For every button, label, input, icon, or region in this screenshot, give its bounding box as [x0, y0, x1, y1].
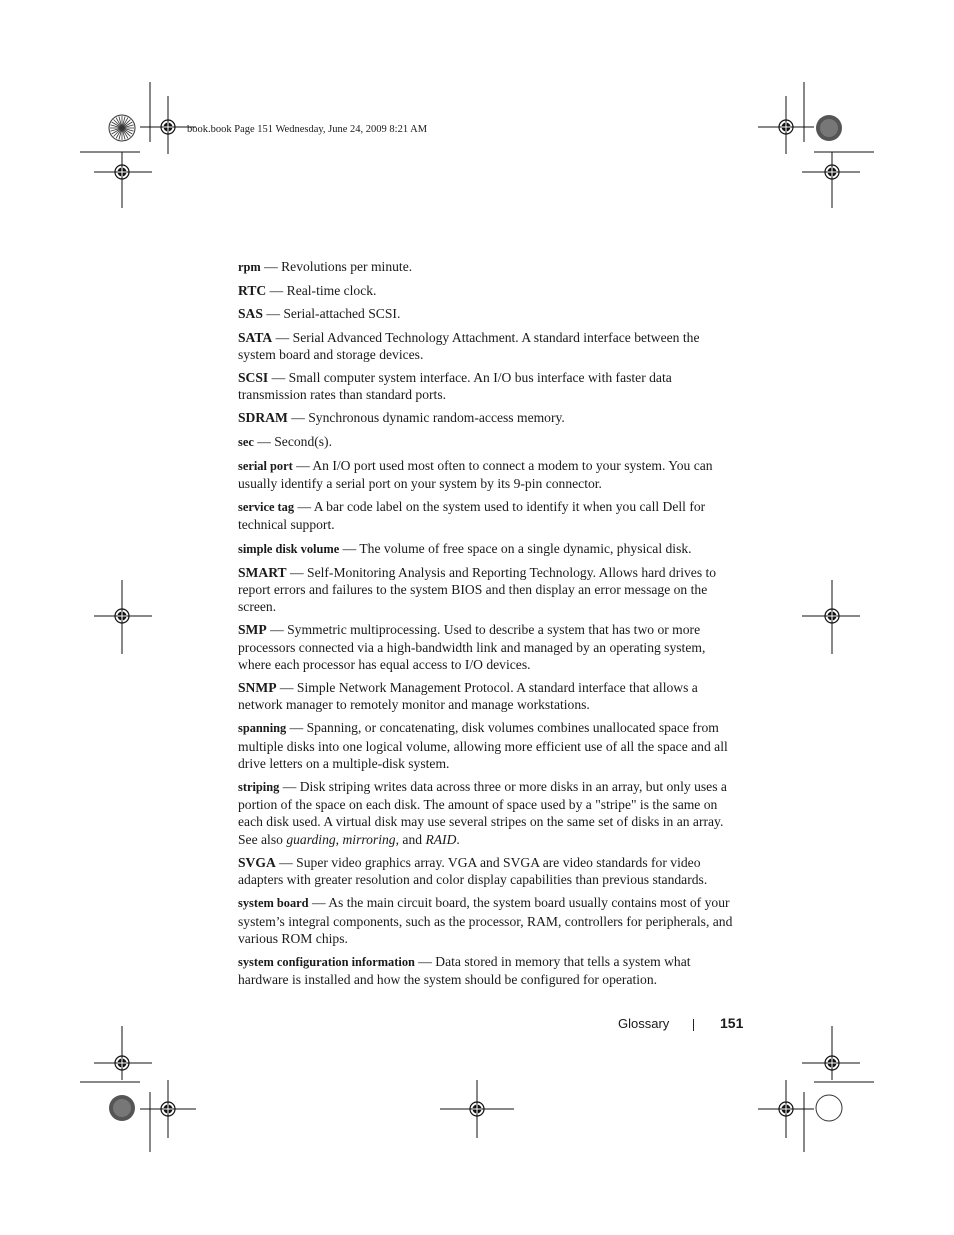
glossary-definition: Synchronous dynamic random-access memory.: [308, 410, 565, 426]
glossary-definition: Second(s).: [274, 433, 332, 449]
glossary-entry: [238, 258, 738, 276]
glossary-entry: [238, 679, 738, 713]
cross-reference: guarding: [286, 831, 336, 847]
term-separator: —: [253, 433, 275, 449]
glossary-term: SVGA: [238, 854, 276, 870]
glossary-definition: Revolutions per minute.: [281, 259, 413, 274]
glossary-definition: The volume of free space on a single dynamic, physical disk.: [359, 540, 692, 556]
glossary-entry: [238, 457, 738, 492]
term-separator: —: [268, 370, 289, 386]
term-separator: —: [275, 854, 297, 870]
glossary-entry: [238, 369, 738, 403]
glossary-definition: Spanning, or concatenating, disk volumes combines unallocated space from multiple disks into one logical volume, allowing more efficient use of all the space and all drive letters on a multiple-disk system.: [238, 720, 728, 771]
glossary-definition: Disk striping writes data across three or more disks in an array, but only uses a portion of the space on each disk. The amount of space used by a "stripe" is the same on each disk used. A virtual disk may use several stripes on the same set of disks in an array. See also: [238, 779, 727, 847]
glossary-entry: [238, 621, 738, 673]
glossary-entry: [238, 854, 738, 888]
glossary-definition: Serial Advanced Technology Attachment. A standard interface between the system board and storage devices.: [238, 329, 700, 362]
term-separator: —: [414, 953, 436, 969]
glossary-entry: [238, 409, 738, 426]
page-number: 151: [720, 1015, 744, 1031]
glossary-term: spanning: [238, 721, 287, 736]
glossary-term: SNMP: [238, 680, 277, 696]
glossary-term: rpm: [238, 260, 261, 274]
term-separator: —: [279, 779, 300, 795]
footer-section-label: Glossary: [618, 1016, 670, 1031]
term-separator: —: [266, 283, 287, 299]
glossary-definition: Symmetric multiprocessing. Used to describe a system that has two or more processors connected via a high-bandwidth link and managed by an operating system, where each processor has equal access to I/O devices.: [238, 622, 706, 672]
glossary-entry: [238, 564, 738, 616]
glossary-definition: Self-Monitoring Analysis and Reporting Technology. Allows hard drives to report errors and failures to the system BIOS and then display an error message on the screen.: [238, 564, 717, 615]
glossary-definition: An I/O port used most often to connect a modem to your system. You can usually identify a serial port on your system by its 9-pin connector.: [238, 457, 713, 492]
glossary-term: system configuration information: [238, 954, 415, 969]
term-separator: —: [287, 410, 309, 426]
glossary-term: SAS: [238, 306, 263, 322]
term-separator: —: [308, 895, 329, 911]
term-separator: —: [294, 499, 314, 515]
glossary-definition: A bar code label on the system used to identify it when you call Dell for technical support.: [238, 499, 706, 533]
glossary-entry: [238, 894, 738, 947]
glossary-entries: [238, 258, 738, 994]
glossary-entry: [238, 778, 738, 848]
glossary-definition: Simple Network Management Protocol. A standard interface that allows a network manager to remotely monitor and manage workstations.: [238, 680, 698, 713]
glossary-term: simple disk volume: [238, 541, 340, 556]
glossary-term: SMART: [238, 564, 287, 580]
term-separator: —: [286, 720, 307, 736]
glossary-term: sec: [238, 434, 254, 449]
glossary-entry: [238, 305, 738, 322]
entry-end: .: [456, 831, 460, 847]
glossary-definition: Serial-attached SCSI.: [283, 306, 401, 322]
glossary-entry: [238, 498, 738, 533]
glossary-definition: Real-time clock.: [286, 283, 377, 299]
glossary-definition: As the main circuit board, the system board usually contains most of your system’s integral components, such as the processor, RAM, controllers for peripherals, and various ROM chips.: [238, 895, 733, 946]
glossary-term: SMP: [238, 622, 267, 638]
glossary-entry: [238, 282, 738, 299]
glossary-entry: [238, 329, 738, 363]
glossary-entry: [238, 433, 738, 451]
glossary-term: service tag: [238, 500, 295, 515]
glossary-term: system board: [238, 896, 309, 911]
glossary-definition: Super video graphics array. VGA and SVGA are video standards for video adapters with greater resolution and color display capabilities than previous standards.: [238, 854, 708, 888]
cross-reference: mirroring: [342, 831, 396, 847]
glossary-entry: [238, 953, 738, 988]
term-separator: —: [266, 622, 288, 638]
glossary-term: striping: [238, 780, 280, 795]
footer-divider: [693, 1019, 694, 1031]
term-separator: —: [276, 680, 297, 696]
print-slug: book.book Page 151 Wednesday, June 24, 2009 8:21 AM: [187, 124, 428, 135]
ref-separator: ,: [335, 831, 343, 847]
term-separator: —: [272, 329, 293, 345]
term-separator: —: [292, 457, 313, 473]
glossary-term: SATA: [238, 329, 273, 345]
glossary-definition: Data stored in memory that tells a system what hardware is installed and how the system should be configured for operation.: [238, 953, 691, 988]
glossary-entry: [238, 719, 738, 772]
glossary-term: SCSI: [238, 370, 269, 386]
term-separator: —: [286, 564, 308, 580]
cross-reference: RAID: [425, 831, 457, 847]
glossary-term: serial port: [238, 458, 293, 473]
ref-separator: , and: [395, 831, 426, 847]
term-separator: —: [262, 306, 284, 322]
term-separator: —: [339, 540, 360, 556]
glossary-term: RTC: [238, 283, 267, 299]
glossary-term: SDRAM: [238, 410, 288, 426]
glossary-definition: Small computer system interface. An I/O bus interface with faster data transmission rates than standard ports.: [238, 370, 672, 403]
term-separator: —: [260, 259, 282, 274]
glossary-entry: [238, 540, 738, 558]
